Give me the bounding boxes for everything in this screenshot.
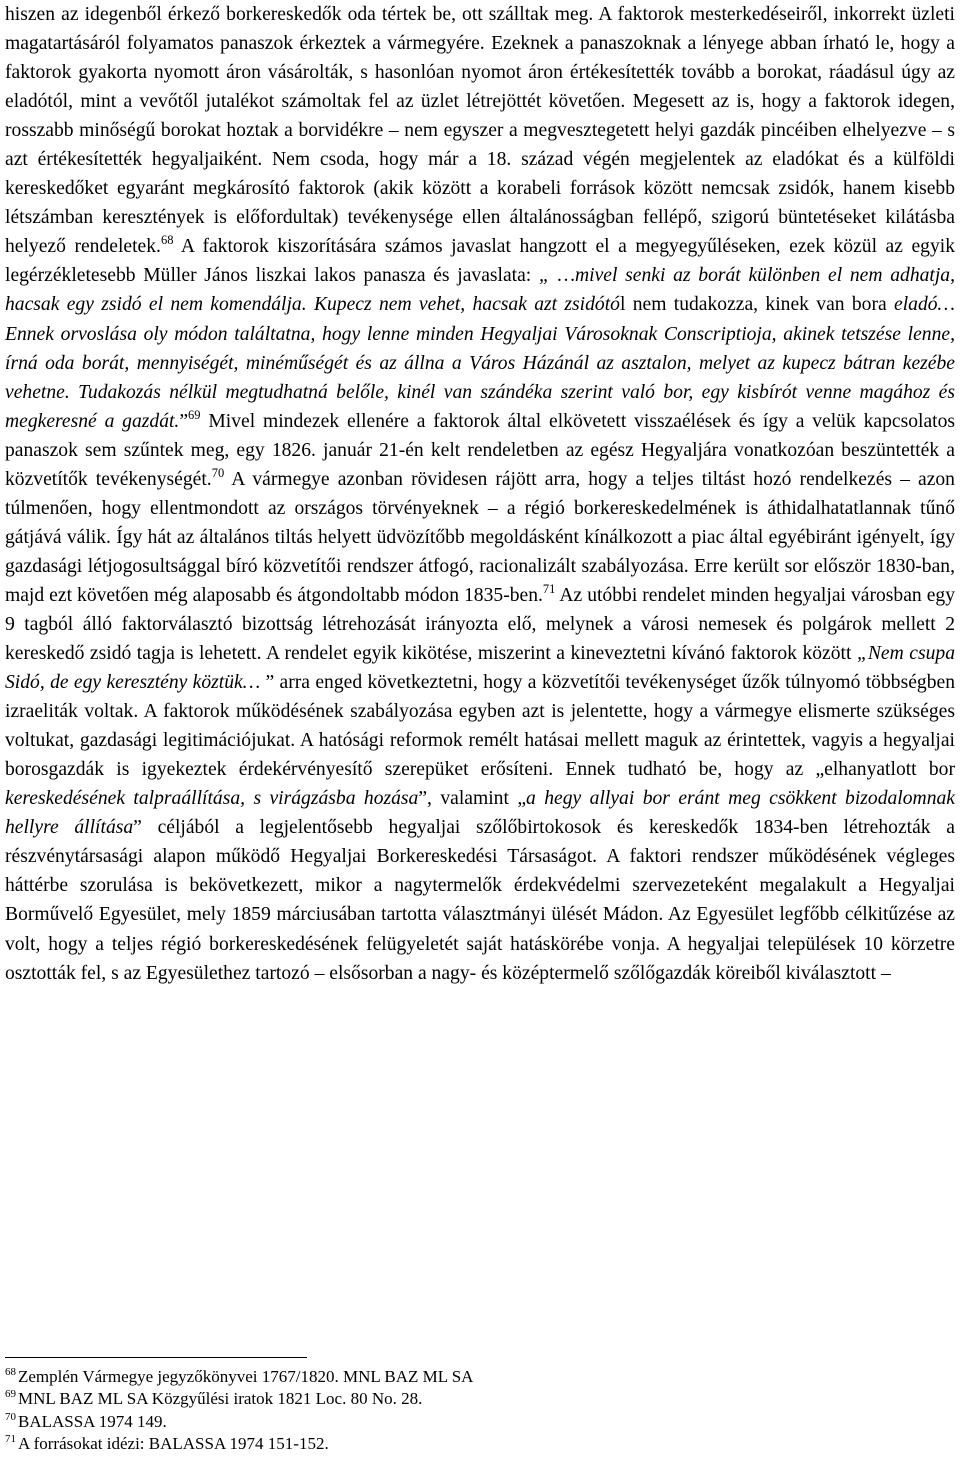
quote-italic: a hegy allyai bor eránt meg csökkent bizodalomnak hellyre állítása — [5, 788, 955, 839]
footnote-text: MNL BAZ ML SA Közgyűlési iratok 1821 Loc. 80 No. 28. — [18, 1389, 423, 1409]
text-run: A vármegye azonban rövidesen rájött arra, hogy a teljes tiltást hozó rendelkezés – azon túlmenően, hogy ellentmondott az országos törvényeknek – a régió borkereskedelmének is áthidalhatatlannak tűnő gátjává válik. Így hát az általános tiltás helyett üdvözítőbb megoldásként kínálkozott a piac által egyébiránt igényelt, így gazdasági létjogosultsággal bíró közvetítői rendszer átfogó, racionalizált szabályozása. Erre került sor először 1830-ban, majd ezt követően még alaposabb és átgondoltabb módon 1835-ben. — [5, 468, 955, 606]
quote-italic: kereskedésének talpraállítása, s virágzásba hozása — [5, 788, 419, 810]
footnote-ref-69[interactable]: 69 — [188, 407, 201, 422]
footnote-70 — [5, 1411, 945, 1433]
footnote-ref-71[interactable]: 71 — [542, 581, 556, 596]
text-run: A faktorok kiszorítására számos javaslat hangzott el a megyegyűléseken, ezek közül az egyik legérzékletesebb Müller János liszkai lakos panasza és javaslata: — [5, 236, 956, 287]
body-paragraph — [5, 0, 955, 988]
footnote-text: Zemplén Vármegye jegyzőkönyvei 1767/1820. MNL BAZ ML SA — [18, 1367, 474, 1386]
footnote-69 — [5, 1388, 945, 1410]
footnote-68 — [5, 1366, 945, 1388]
quote-italic: eladó…Ennek orvoslása oly módon találtatna, hogy lenne minden Hegyaljai Városoknak Conscriptioja, akinek tetszése lenne, írná oda borát, mennyiségét, minéműségét és az állna a Város Házánál az asztalon, melyet az kupecz bátran kezébe vehetne. Tudakozás nélkül megtudhatná belőle, kinél van szándéka szerint való bor, egy kisbírót venne magához és megkeresné a gazdát. — [5, 294, 955, 432]
footnote-text: BALASSA 1974 149. — [18, 1411, 167, 1431]
footnote-ref-68[interactable]: 68 — [160, 233, 174, 248]
text-run: ” — [179, 410, 189, 432]
text-run: ”, valamint „ — [418, 788, 527, 810]
footnotes — [5, 1366, 945, 1456]
text-run: Az utóbbi rendelet minden hegyaljai városban egy 9 tagból álló faktorválasztó bizottság létrehozását irányozta elő, melynek a városi nemesek és polgárok mellett 2 kereskedő zsidó tagja is lehetett. A rendelet egyik kikötése, miszerint a kineveztetni kívánó faktorok között — [5, 584, 955, 665]
footnote-ref-70[interactable]: 70 — [211, 465, 225, 480]
footnote-number: 71 — [5, 1433, 16, 1446]
text-run: ” céljából a legjelentősebb hegyaljai szőlőbirtokosok és kereskedők 1834-ben létrehozták a részvénytársasági alapon működő Hegyaljai Borkereskedési Társaságot. A faktori rendszer működésének végleges háttérbe szorulása is bekövetkezett, mikor a nagytermelők érdekvédelmi szervezeteként megalakult a Hegyaljai Borművelő Egyesület, mely 1859 márciusában tartotta választmányi ülését Mádon. Az Egyesület legfőbb célkitűzése az volt, hogy a teljes régió borkereskedésének felügyeletét saját hatáskörébe vonja. A hegyaljai települések 10 körzetre osztották fel, s az Egyesülethez tartozó – elsősorban a nagy- és középtermelő szőlőgazdák köreiből kiválasztott – — [5, 817, 955, 984]
document-page — [5, 0, 956, 1454]
footnote-number: 69 — [5, 1388, 16, 1401]
footnote-number: 70 — [5, 1410, 16, 1423]
footnote-text: A forrásokat idézi: BALASSA 1974 151-152. — [18, 1434, 329, 1454]
quote-italic: „ …mivel senki az borát különben el nem adhatja, hacsak egy zsidó el nem komendálja. Kupecz nem vehet, hacsak azt zsidótó — [5, 265, 955, 316]
text-run: Mivel mindezek ellenére a faktorok által elkövetett visszaélések és így a velük kapcsolatos panaszok sem szűntek meg, egy 1826. január 21-én kelt rendeletben az egész Hegyaljára vonatkozóan beszüntették a közvetítők tevékenységét. — [5, 410, 956, 490]
text-run: ” arra enged következtetni, hogy a közvetítői tevékenységet űzők túlnyomó többségben izraeliták voltak. A faktorok működésének szabályozása egyben azt is jelentette, hogy a vármegye elismerte szükséges voltukat, gazdasági legitimációjukat. A hatósági reformok remélt hatásai mellett maguk az érintettek, vagyis a hegyaljai borosgazdák is igyekeztek érdekérvényesítő szerepüket erősíteni. Ennek tudható be, hogy az „elhanyatlott bor — [5, 672, 955, 781]
text-run: l nem tudakozza, kinek van bora — [619, 294, 895, 316]
footnote-separator — [5, 1357, 307, 1358]
footnote-number: 68 — [5, 1366, 16, 1378]
quote-italic: „Nem csupa Sidó, de egy keresztény köztük… — [5, 643, 955, 694]
text-run: hiszen az idegenből érkező borkereskedők oda tértek be, ott szálltak meg. A faktorok mesterkedéseiről, inkorrekt üzleti magatartásáról folyamatos panaszok érkeztek a vármegyére. Ezeknek a panaszoknak a lényege abban írható le, hogy a faktorok gyakorta nyomott áron vásárolták, s hasonlóan nyomot áron értékesítették tovább a borokat, ráadásul úgy az eladótól, mint a vevőtől jutalékot számoltak fel az üzlet létrejöttét követően. Megesett az is, hogy a faktorok idegen, rosszabb minőségű borokat hoztak a borvidékre – nem egyszer a megvesztegetett helyi gazdák pincéiben elhelyezve – s azt értékesítették hegyaljaiként. Nem csoda, hogy már a 18. század végén megjelentek az eladókat és a külföldi kereskedőket egyaránt megkárosító faktorok (akik között a korabeli források között nemcsak zsidók, hanem kisebb létszámban keresztények is előfordultak) tevékenysége ellen általánosságban fellépő, szigorú büntetéseket kilátásba helyező rendeletek. — [5, 4, 955, 258]
footnote-71 — [5, 1433, 945, 1455]
